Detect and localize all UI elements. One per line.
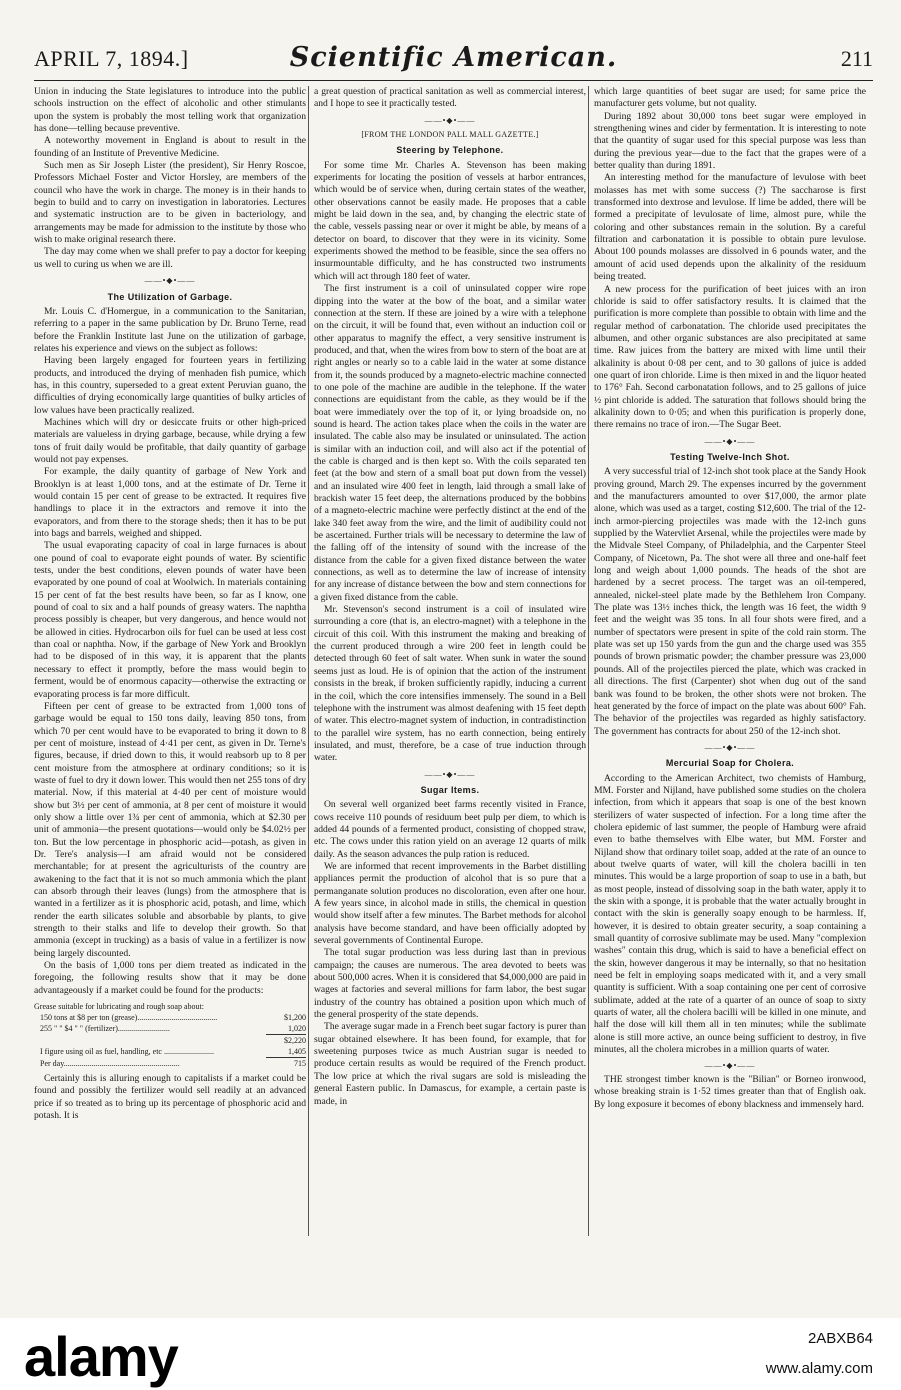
header-rule (34, 80, 873, 81)
paragraph: Fifteen per cent of grease to be extracted from 1,000 tons of garbage would be equal to 150 tons daily, leaving 850 tons, from which 70 per cent would have to be evaporated to bring it down to 8 per cent of moisture, instead of 4·41 per cent, as given in Dr. Terne's figures, because, if dried down to this, it would reabsorb up to 8 per cent moisture from the atmosphere at ordinary conditions; so it is waste of fuel to dry it down lower. This would then net 255 tons of dry material. Now, if this material at 4·40 per cent of moisture would show but 3½ per cent of ammonia, at 8 per cent of moisture it would only show a little over 1¾ per cent of ammonia, which at $2.30 per unit of ammonia—the present quotations—would only be $4.02½ per ton. But the low percentage in phosphoric acid—potash, as given in Dr. Tere's analysis—I am afraid would not be considered merchantable; for at present the agriculturists of the country are awakening to the fact that it is not so much ammonia which the plant can absorb through their leaves (lungs) from the atmosphere that is wanted in a fertilizer as it is phosphoric acid, potash, and lime, which render the earth silicates soluble and absorbable by plants, to give strength to their stalks and life to develop their growth. So that ammonia (except in trucking) as a basis of value in a fertilizer is now being largely discounted. (34, 700, 306, 959)
paragraph: Union in inducing the State legislatures to introduce into the public schools instruction on the effect of alcoholic and other stimulants upon the system is probably the most telling work that organization has done—telling because preventive. (34, 86, 306, 135)
paragraph: Such men as Sir Joseph Lister (the president), Sir Henry Roscoe, Professors Michael Foster and Victor Horsley, are members of the council who have the work in charge. The money is in their hands to begin to build and to carry on investigation in laboratories. Lectures and systematic instruction are to be given in bacteriology, and arrangements may be made for admission to the institute by those who wish to make original research there. (34, 160, 306, 246)
paragraph: On the basis of 1,000 tons per diem treated as indicated in the foregoing, the following results show that it may be done advantageously if a market could be found for the products: (34, 960, 306, 996)
row-value: 1,020 (288, 1024, 306, 1034)
section-ornament: ——•◆•—— (704, 436, 756, 446)
section-ornament: ——•◆•—— (424, 769, 476, 779)
paragraph: According to the American Architect, two chemists of Hamburg, MM. Forster and Nijland, have published some studies on the cholera infection, from which it appears that soap is one of the best known sterilizers of water suspected of infection. For a long time after the cholera epidemic of last summer, the people of Hamburg were afraid even to bathe themselves with Elbe water, but MM. Forster and Nijland show that ordinary toilet soap, added at the rate of an ounce to about twelve quarts of water, will kill the cholera bacilli in ten minutes. This would be a large proportion of soap to use in a bath, but as most people, instead of dissolving soap in the bath water, apply it to the skin with a sponge, it is probable that the water actually brought in contact with the skin is generally soapy enough to be harmless. If, however, it is desired to obtain greater security, a soap containing a small quantity of corrosive sublimate may be used. Many "complexion washes" contain this drug, which is said to have a beneficial effect on the skin, however dangerous it may be internally, so that no hesitation need be felt in employing soaps medicated with it, and a very small quantity is sufficient. With a soap containing one per cent of corrosive sublimate, added at the rate of a quarter of an ounce of soap to sixty quarts of water, all the cholera bacilli will be killed in one minute, and half the dose will kill them all in ten minutes; while the sublimate alone is still more active, an ounce being sufficient to destroy, in five minutes, all the cholera microbes in a million quarts of water. (594, 772, 866, 1056)
paragraph: A new process for the purification of beet juices with an iron chloride is said to offer satisfactory results. It is claimed that the purification is more complete than possible to obtain with lime and the regular method of carbonatation. The chloride used precipitates the albumen, and other organic substances are also precipitated at same time. Raw juices from the battery are mixed with lime until their alkalinity is about 0·08 per cent, and to 30 gallons of juice is added one quart of iron chloride. Lime is then mixed in and the liquor heated to 176° Fah. Second carbonatation follows, and to 25 gallons of juice ½ pint chloride is added. The saturation that follows should bring the alkalinity down to 0·05; and when this purification is properly done, there remains no trace of iron.—The Sugar Beet. (594, 283, 866, 431)
column-2 (314, 86, 586, 1238)
watermark-footer (0, 1318, 901, 1390)
site-url: www.alamy.com (765, 1360, 873, 1377)
image-id: 2ABXB64 (807, 1330, 873, 1347)
section-ornament: ——•◆•—— (144, 276, 196, 286)
row-value: $1,200 (284, 1013, 306, 1023)
table-row (34, 1023, 306, 1034)
page-number: 211 (840, 46, 873, 71)
publication-title: Scientific American. (289, 42, 618, 73)
table-row (34, 1035, 306, 1046)
table-row (34, 1058, 306, 1069)
section-ornament: ——•◆•—— (424, 115, 476, 125)
paragraph: THE strongest timber known is the "Bilian" or Borneo ironwood, whose breaking strain is 1·52 times greater than that of English oak. By long exposure it becomes of ebony blackness and immensely hard. (594, 1073, 866, 1110)
paragraph: Machines which will dry or desiccate fruits or other high-priced materials are valueless in drying garbage, because, while drying a few tons of fruit daily would be profitable, that daily quantity of garbage would not pay expenses. (34, 416, 306, 465)
article-heading: Sugar Items. (420, 784, 480, 795)
section-ornament: ——•◆•—— (704, 742, 756, 752)
masthead (34, 44, 873, 78)
row-value: 715 (294, 1059, 306, 1069)
paragraph: Mr. Stevenson's second instrument is a coil of insulated wire surrounding a core (that is, an electro-magnet) with a telephone in the circuit of this coil. With this instrument the making and breaking of the current produced through a wire 200 feet in length could be detected through 60 feet of salt water. When sunk in water the sound seems just as loud. He is of opinion that the action of the instrument consists in the break, if broken sufficiently rapidly, inducing a current in the coil, which the core intensifies immensely. The sound in a Bell telephone with the instrument was almost deafening with 15 feet depth of water. This electro-magnet system of induction, in contradistinction to the parallel wire system, has no earth connection, being entirely insulated, and must, therefore, be a case of true induction through water. (314, 604, 586, 764)
row-label: 255 " " $4 " " (fertilizer).......................... (40, 1024, 170, 1034)
article-heading: Mercurial Soap for Cholera. (665, 758, 795, 769)
table-row (34, 1046, 306, 1057)
paragraph: The total sugar production was less during last than in previous campaign; the causes are numerous. The area devoted to beets was about 500,000 acres. When it is considered that $4,000,000 are paid in wages at factories and several millions for farm labor, the best sugar industry of the country has obtained a position upon which much of the general prosperity of the state depends. (314, 947, 586, 1021)
article-heading: Steering by Telephone. (396, 145, 504, 156)
paragraph: An interesting method for the manufacture of levulose with beet molasses has met with some success (?) The saccharose is first transformed into dextrose and levulose. If lime be added, there will be formed a precipitate of levulosate of lime, almost pure, while the coloring and other substances remain in the solution. By a careful filtration and carbonatation it is possible to obtain pure levulose. About 100 pounds molasses are dissolved in 6 pounds water, and the amount of acid used depends upon the alkalinity of the residuum being treated. (594, 172, 866, 283)
paragraph: The average sugar made in a French beet sugar factory is purer than sugar obtained elsewhere. It has been found, for example, that for sweetening purposes twice as much Austrian sugar is needed to produce certain results as would be required of the French product. The low price at which the rival sugars are sold is misleading the general Eastern public. In Damascus, for example, a certain paste is made, in (314, 1021, 586, 1107)
alamy-logo: alamy (24, 1325, 178, 1388)
row-label: 150 tons at $8 per ton (grease)........................................ (40, 1013, 218, 1023)
article-heading: Testing Twelve-Inch Shot. (670, 451, 790, 462)
issue-date: APRIL 7, 1894.] (34, 46, 189, 71)
table-heading: Grease suitable for lubricating and rough soap about: (34, 1002, 204, 1012)
paragraph: The first instrument is a coil of uninsulated copper wire rope dipping into the water at the bow of the boat, and a similar water connection at the stern. If these are joined by a wire with a telephone on the circuit, it will be found that, even without an induction coil or other apparatus to magnify the effect, a very sensitive instrument is produced, and that, when the wires from bow to stern of the boat are at right angles or nearly so to a cable laid in the water at some distance from it, the sounds produced by a magneto-electric machine connected to one pole of the machine are audible in the telephone. If the water connections are equidistant from the cable, as they would be if the boat were immediately over the top of it, or lying broadside on, no sound is heard. The action takes place when the coils in the water are insulated. The cable also may be insulated or uninsulated. The action is similar with an induction coil, and will also act if the potential of the cable is charged and is then kept so. With the coils separated ten feet (at the bow and stern of a small boat put down from the vessel) and an insulated wire 400 feet in length, laid through a small lake of brackish water 15 feet deep, the alternations produced by the bobbins of a magneto-electric machine were perfectly distinct at the end of the lake 340 feet away from the wire, and the limit of audibility could not be ascertained. Further trials will be necessary to determine the law of the falling off of the intensity of sound with the increase of the distance from the cable for a given fixed distance between the water connections, as well as to determine the law of increase of intensity for any increase of distance between the bow and stern connections for a given fixed distance from the cable. (314, 283, 586, 603)
paragraph: Certainly this is alluring enough to capitalists if a market could be found and possibly the fertilizer would sell readily at an advanced price if so treated as to bring up its percentage of phosphoric acid and potash. It is (34, 1073, 306, 1122)
row-label: I figure using oil as fuel, handling, etc ......................... (40, 1047, 214, 1057)
column-1 (34, 86, 306, 1238)
paragraph: On several well organized beet farms recently visited in France, cows receive 110 pounds of residuum beet pulp per diem, to which is added 44 pounds of a fermented product, consisting of chopped straw, etc. The cows under this ration yield on an average 12 quarts of milk daily. As the season advances the pulp ration is reduced. (314, 799, 586, 860)
column-3 (594, 86, 866, 1238)
subtotal-value: $2,220 (284, 1036, 306, 1046)
paragraph: A noteworthy movement in England is about to result in the founding of an Institute of Preventive Medicine. (34, 135, 306, 159)
table-row (34, 1012, 306, 1023)
column-divider (308, 86, 309, 1236)
paragraph: During 1892 about 30,000 tons beet sugar were employed in strengthening wines and cider by fermentation. It is interesting to note that the quantity of sugar used for this special purpose was less than during the previous year—due to the fact that the grapes were of a better quality than during 1891. (594, 110, 866, 172)
paragraph: which large quantities of beet sugar are used; for same price the manufacturer gets volume, but not quality. (594, 86, 866, 110)
paragraph: For example, the daily quantity of garbage of New York and Brooklyn is at least 1,000 tons, and at the estimate of Dr. Terne it would contain 15 per cent of grease to be extracted. It requires five handlings to place it in the extractors and remove it into the evaporators, and from there to the storage sheds; then it has to be put into bags and barrels, weighed and shipped. (34, 466, 306, 540)
paragraph: Having been largely engaged for fourteen years in fertilizing products, and introduced the drying of menhaden fish pumice, which has, in this country, superseded to a great extent Peruvian guano, the difficulties of drying economically large quantities of bulky articles of low values have been practically realized. (34, 355, 306, 416)
paragraph: The day may come when we shall prefer to pay a doctor for keeping us well to curing us when we are ill. (34, 246, 306, 270)
paragraph: Mr. Louis C. d'Homergue, in a communication to the Sanitarian, referring to a paper in the same publication by Dr. Bruno Terne, read before the Franklin Institute last June on the utilization of garbage, relates his experience and views on the subject as follows: (34, 305, 306, 354)
source-credit: [FROM THE LONDON PALL MALL GAZETTE.] (361, 130, 539, 140)
article-heading: The Utilization of Garbage. (107, 291, 233, 302)
row-value: 1,405 (288, 1047, 306, 1057)
paragraph: The usual evaporating capacity of coal in large furnaces is about one pound of coal to evaporate eight pounds of water. By scientific tests, under the best conditions, eleven pounds of water have been evaporated by one pound of coal at Woolwich. In materials containing 15 per cent of fat the best results have been, so far as I know, one pound of coal to six and a half pounds of greasy waters. The naphtha process possibly is cheaper, but very dangerous, and hence would not be allowed in cities. Hydrocarbon oils for fuel can be used at less cost than coal or naphtha. Now, if the garbage of New York and Brooklyn had to be disposed of in this way, it is apparent that the plants necessary to effect it promptly, before the mass would begin to ferment, would be of enormous capacity—otherwise the extracting or evaporating process is far more difficult. (34, 540, 306, 700)
paragraph: For some time Mr. Charles A. Stevenson has been making experiments for locating the position of vessels at harbor entrances, which would be of service when, during certain states of the weather, other observations cannot be easily made. He proposes that a cable might be laid down in the sea, and, by changing the electric state of the cable, vessels passing near or over it might be able, by means of a detector on board, to discover that they were in its vicinity. Some experiments showed the method to be feasible, since the sea offers no insurmountable difficulty, and he has constructed two instruments which will act through 180 feet of water. (314, 159, 586, 282)
paragraph: A very successful trial of 12-inch shot took place at the Sandy Hook proving ground, March 29. The expenses incurred by the government and the manufacturers amounted to over $17,000, the armor plate alone, which was used as a target, costing $12,600. The trial of the 12-inch armor-piercing projectiles was made with the 12-inch guns supplied by the Watervliet Arsenal, while the projectiles were made by the Midvale Steel Company, of Philadelphia, and the Carpenter Steel Company, of Nicetown, Pa. The shot were all three and one-half feet long and weigh about 1,000 pounds. The heads of the shot are hardened by a secret process. The target was an oil-tempered, annealed, nickel-steel plate made by the Bethlehem Iron Company. The plate was 13½ inches thick, the length was 16 feet, the width 9 feet and the weight was 35 tons. In all four shots were fired, and a number of spectators were present in spite of the cold rain storm. The plate was set up 150 yards from the gun and the charge used was 355 pounds of brown prismatic powder; the chamber pressure was 23,000 pounds. All of the projectiles pierced the plate, which was cracked in all directions. The first (Carpenter) shot when dug out of the sand bank was found to be broken, the other shots were not broken. The heat generated by the force of impact on the plate was about 600° Fah. The behavior of the projectiles was regarded as highly satisfactory. The government has contracts for about 250 of the 12-inch shot. (594, 466, 866, 737)
section-ornament: ——•◆•—— (704, 1061, 756, 1071)
paragraph: a great question of practical sanitation as well as commercial interest, and I hope to see it practically tested. (314, 86, 586, 110)
column-divider (588, 86, 589, 1236)
row-label: Per day.......................................................... (40, 1059, 180, 1069)
paragraph: We are informed that recent improvements in the Barbet distilling appliances permit the production of alcohol that is so pure that a permanganate solution produces no discoloration, even after one hour. A few years since, in alcohol made in stills, the chemical in question would show itself after a few minutes. The Barbet methods for alcohol analysis have become standard, and have been officially adopted by several governments of Continental Europe. (314, 860, 586, 947)
cost-table (34, 1001, 306, 1069)
